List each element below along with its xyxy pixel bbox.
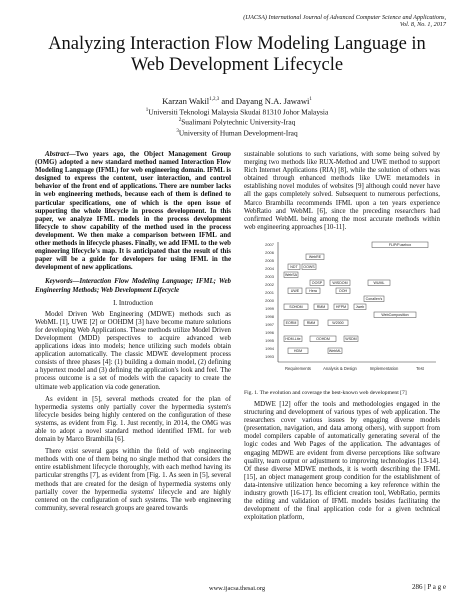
- paper-title: [30, 34, 444, 76]
- paragraph: As evident in [5], several methods created for the plan of hypermedia systems only partially cover the hypermedia system's lifecycle besides being highly centered on the configuration of these systems, as evident from Fig. 1. Just recently, in 2014, the OMG was able to adopt a novel standard method identified IFML for web domain by Marco Brambilla [6].: [35, 395, 231, 444]
- year-label: 2003: [265, 273, 274, 279]
- author-1-sup: 1,2,3: [209, 97, 220, 102]
- affiliation-1-sup: 1: [145, 107, 149, 113]
- method-label: SOHDM: [289, 305, 303, 310]
- author-names: [30, 95, 444, 106]
- year-label: 2007: [265, 241, 274, 247]
- method-label: WISDOM: [332, 281, 348, 286]
- author-block: [30, 95, 444, 137]
- method-label: WebRE: [308, 255, 322, 260]
- paragraph: Model Driven Web Engineering (MDWE) methods such as WebML [1], UWE [2] or OOHDM [3] have become mature solutions for developing Web Applications. These methods utilize Model Driven Development (MDD) perspectives to acquire advanced web applications ideas into models; hence utilizing such models obtain application automatically. The classic MDWE development process consists of three phases [4]: (1) building a domain model, (2) defining a hypertext model and (3) defining the application's look and feel. The process outcome is a set of models with the capacity to create the ultimate web application via code generation.: [35, 310, 231, 391]
- abstract-text: —Two years ago, the Object Management Group (OMG) adopted a new standard method named Interaction Flow Modeling Language (IFML) for web engineering domain. IFML is designed to express the content, user interaction, and control behavior of the front end of applications. There are number lacks in web engineering methods, because each of them is defined to particular specifications, one of which is the open issue of supporting the whole lifecycle in process development. In this paper, we analyze IFML models in the process development lifecycle to show capability of the method used in the process development. We then make a comparison between IFML and other methods in lifecycle phases. Finally, we add IFML to the web engineering lifecycle's map. It is anticipated that the result of this paper will be a guide for developers for using IFML in the development of new applications.: [35, 151, 231, 272]
- right-column: [244, 151, 440, 522]
- figure-caption: Fig. 1. The evolution and coverage the best-known web development [7]: [244, 389, 407, 396]
- author-1: Karzan Wakil: [162, 95, 210, 106]
- method-label: OOH: [338, 289, 348, 294]
- keywords-text: —Interaction Flow Modeling Language; IFML; Web Engineering Methods; Web Development Lifecycle: [35, 278, 231, 294]
- method-label: WSDM: [345, 337, 357, 342]
- method-label: OOWS: [303, 265, 315, 270]
- affiliation-2-sup: 2: [178, 118, 182, 124]
- affiliation-3-sup: 3: [176, 128, 179, 134]
- paper-title-line2: Web Development Lifecycle: [130, 55, 344, 75]
- affiliation-3: [30, 127, 444, 137]
- year-label: 1999: [265, 305, 274, 311]
- method-label: Jweb: [355, 305, 365, 310]
- footer-url[interactable]: www.ijacsa.thesai.org: [208, 585, 266, 592]
- journal-header: [116, 14, 446, 29]
- phase-label: Requirements: [284, 365, 312, 371]
- method-label: NDT: [290, 265, 298, 270]
- year-label: 2006: [265, 249, 274, 255]
- year-label: 1995: [265, 337, 274, 343]
- year-label: 2000: [265, 297, 274, 303]
- method-label: WUML: [373, 281, 385, 286]
- page-number: 286 | P a g e: [412, 583, 446, 591]
- method-label: WebComposition: [381, 313, 409, 318]
- method-label: UWE: [290, 289, 300, 294]
- affiliation-2: [30, 116, 444, 126]
- method-label: HDM-Lite: [285, 337, 301, 342]
- year-label: 1994: [265, 345, 274, 351]
- author-2-sup: 1: [309, 97, 312, 102]
- method-label: Conallen's: [365, 297, 383, 302]
- section-heading-introduction: I. Introduction: [113, 299, 153, 307]
- journal-header-line2: Vol. 8, No. 1, 2017: [399, 21, 446, 29]
- journal-header-line1: (IJACSA) International Journal of Advanced Computer Science and Applications,: [243, 14, 446, 21]
- phase-label: Test: [416, 365, 424, 371]
- method-label: FLIP/Fusebox: [388, 243, 412, 248]
- keywords: [35, 278, 231, 294]
- method-label: Hera: [309, 289, 317, 294]
- method-label: WebML: [328, 349, 342, 354]
- phase-label: Implementation: [369, 365, 399, 371]
- year-label: 1998: [265, 313, 274, 319]
- left-column: [35, 151, 231, 513]
- method-label: OOHDM: [316, 337, 330, 342]
- year-label: 2002: [265, 281, 274, 287]
- year-label: 1993: [265, 353, 274, 359]
- phase-label: Analysis & Design: [323, 365, 357, 371]
- affiliation-1: [30, 106, 444, 116]
- year-label: 2001: [265, 289, 274, 295]
- year-label: 1997: [265, 321, 274, 327]
- affiliation-3-text: University of Human Development-Iraq: [178, 128, 298, 138]
- keywords-lead: Keywords: [45, 278, 73, 286]
- evolution-diagram: [244, 238, 440, 388]
- paragraph: MDWE [12] offer the tools and methodologies engaged in the structuring and development of various types of web application. The researchers cover various issues by engaging diverse models (presentation, navigation, and data among others), with support from model compilers capable of automatically generating several of the logic codes and Web Pages of the application. The advantages of engaging MDWE are evident from diverse perceptions like software quality, team output or adjustment to improving technologies [13-14]. Of these diverse MDWE methods, it is worth describing the IFML [15], an object management group condition for the establishment of data-intensive utilization hence becoming a key reference within the industry growth [16-17]. Its efficient creation tool, WebRatio, permits the editing and validation of IFML models besides facilitating the development of the final application code for a given technical exploitation platform,: [244, 400, 440, 522]
- abstract: [35, 151, 231, 272]
- figure-1: [244, 238, 440, 388]
- method-label: WebSA: [284, 273, 298, 278]
- affiliation-2-text: Sualimani Polytechnic University-Iraq: [181, 117, 296, 127]
- method-label: HFPM: [335, 305, 347, 310]
- method-label: OOSP: [311, 281, 323, 286]
- affiliation-1-text: Universiti Teknologi Malaysia Skudai 81310 Johor Malaysia: [148, 107, 329, 117]
- paragraph: sustainable solutions to such variations, with some being solved by merging two methods like RUX-Method and UWE method to support Rich Internet Applications (RIA) [8], while the solution of others was obtained through enhanced methods like UWE metamodels in establishing novel modules of websites [9] although could never have all the gaps completely solved. Subsequent to numerous perfections, Marco Brambilla recommends IFML upon a ten years experience WebRatio and WebML [6], since the preceding researchers had confirmed WebML being among the most accurate methods within web engineering approaches [10-11].: [244, 151, 440, 231]
- method-label: RMM: [316, 305, 326, 310]
- paper-title-line1: Analyzing Interaction Flow Modeling Language in: [48, 34, 426, 54]
- paragraph: There exist several gaps within the field of web engineering methods with one of them being no single method that considers the entire establishment lifecycle thoroughly, with each method having its particular strengths [7], as evident from [Fig. 1. As seen in [5], several methods that are created for the design of hypermedia systems only partially cover the hypermedia systems' lifecycle and are highly centered on the configuration of such systems. The web engineering community, several research groups are geared towards: [35, 448, 231, 512]
- method-label: W2000: [332, 321, 344, 326]
- year-label: 2004: [265, 265, 274, 271]
- method-label: RMM: [306, 321, 316, 326]
- abstract-lead: Abstract: [45, 151, 69, 158]
- method-label: EORM: [285, 321, 297, 326]
- author-2: and Dayang N.A. Jawawi: [219, 95, 310, 106]
- year-label: 2005: [265, 257, 274, 263]
- method-label: HDM: [293, 349, 303, 354]
- year-label: 1996: [265, 329, 274, 335]
